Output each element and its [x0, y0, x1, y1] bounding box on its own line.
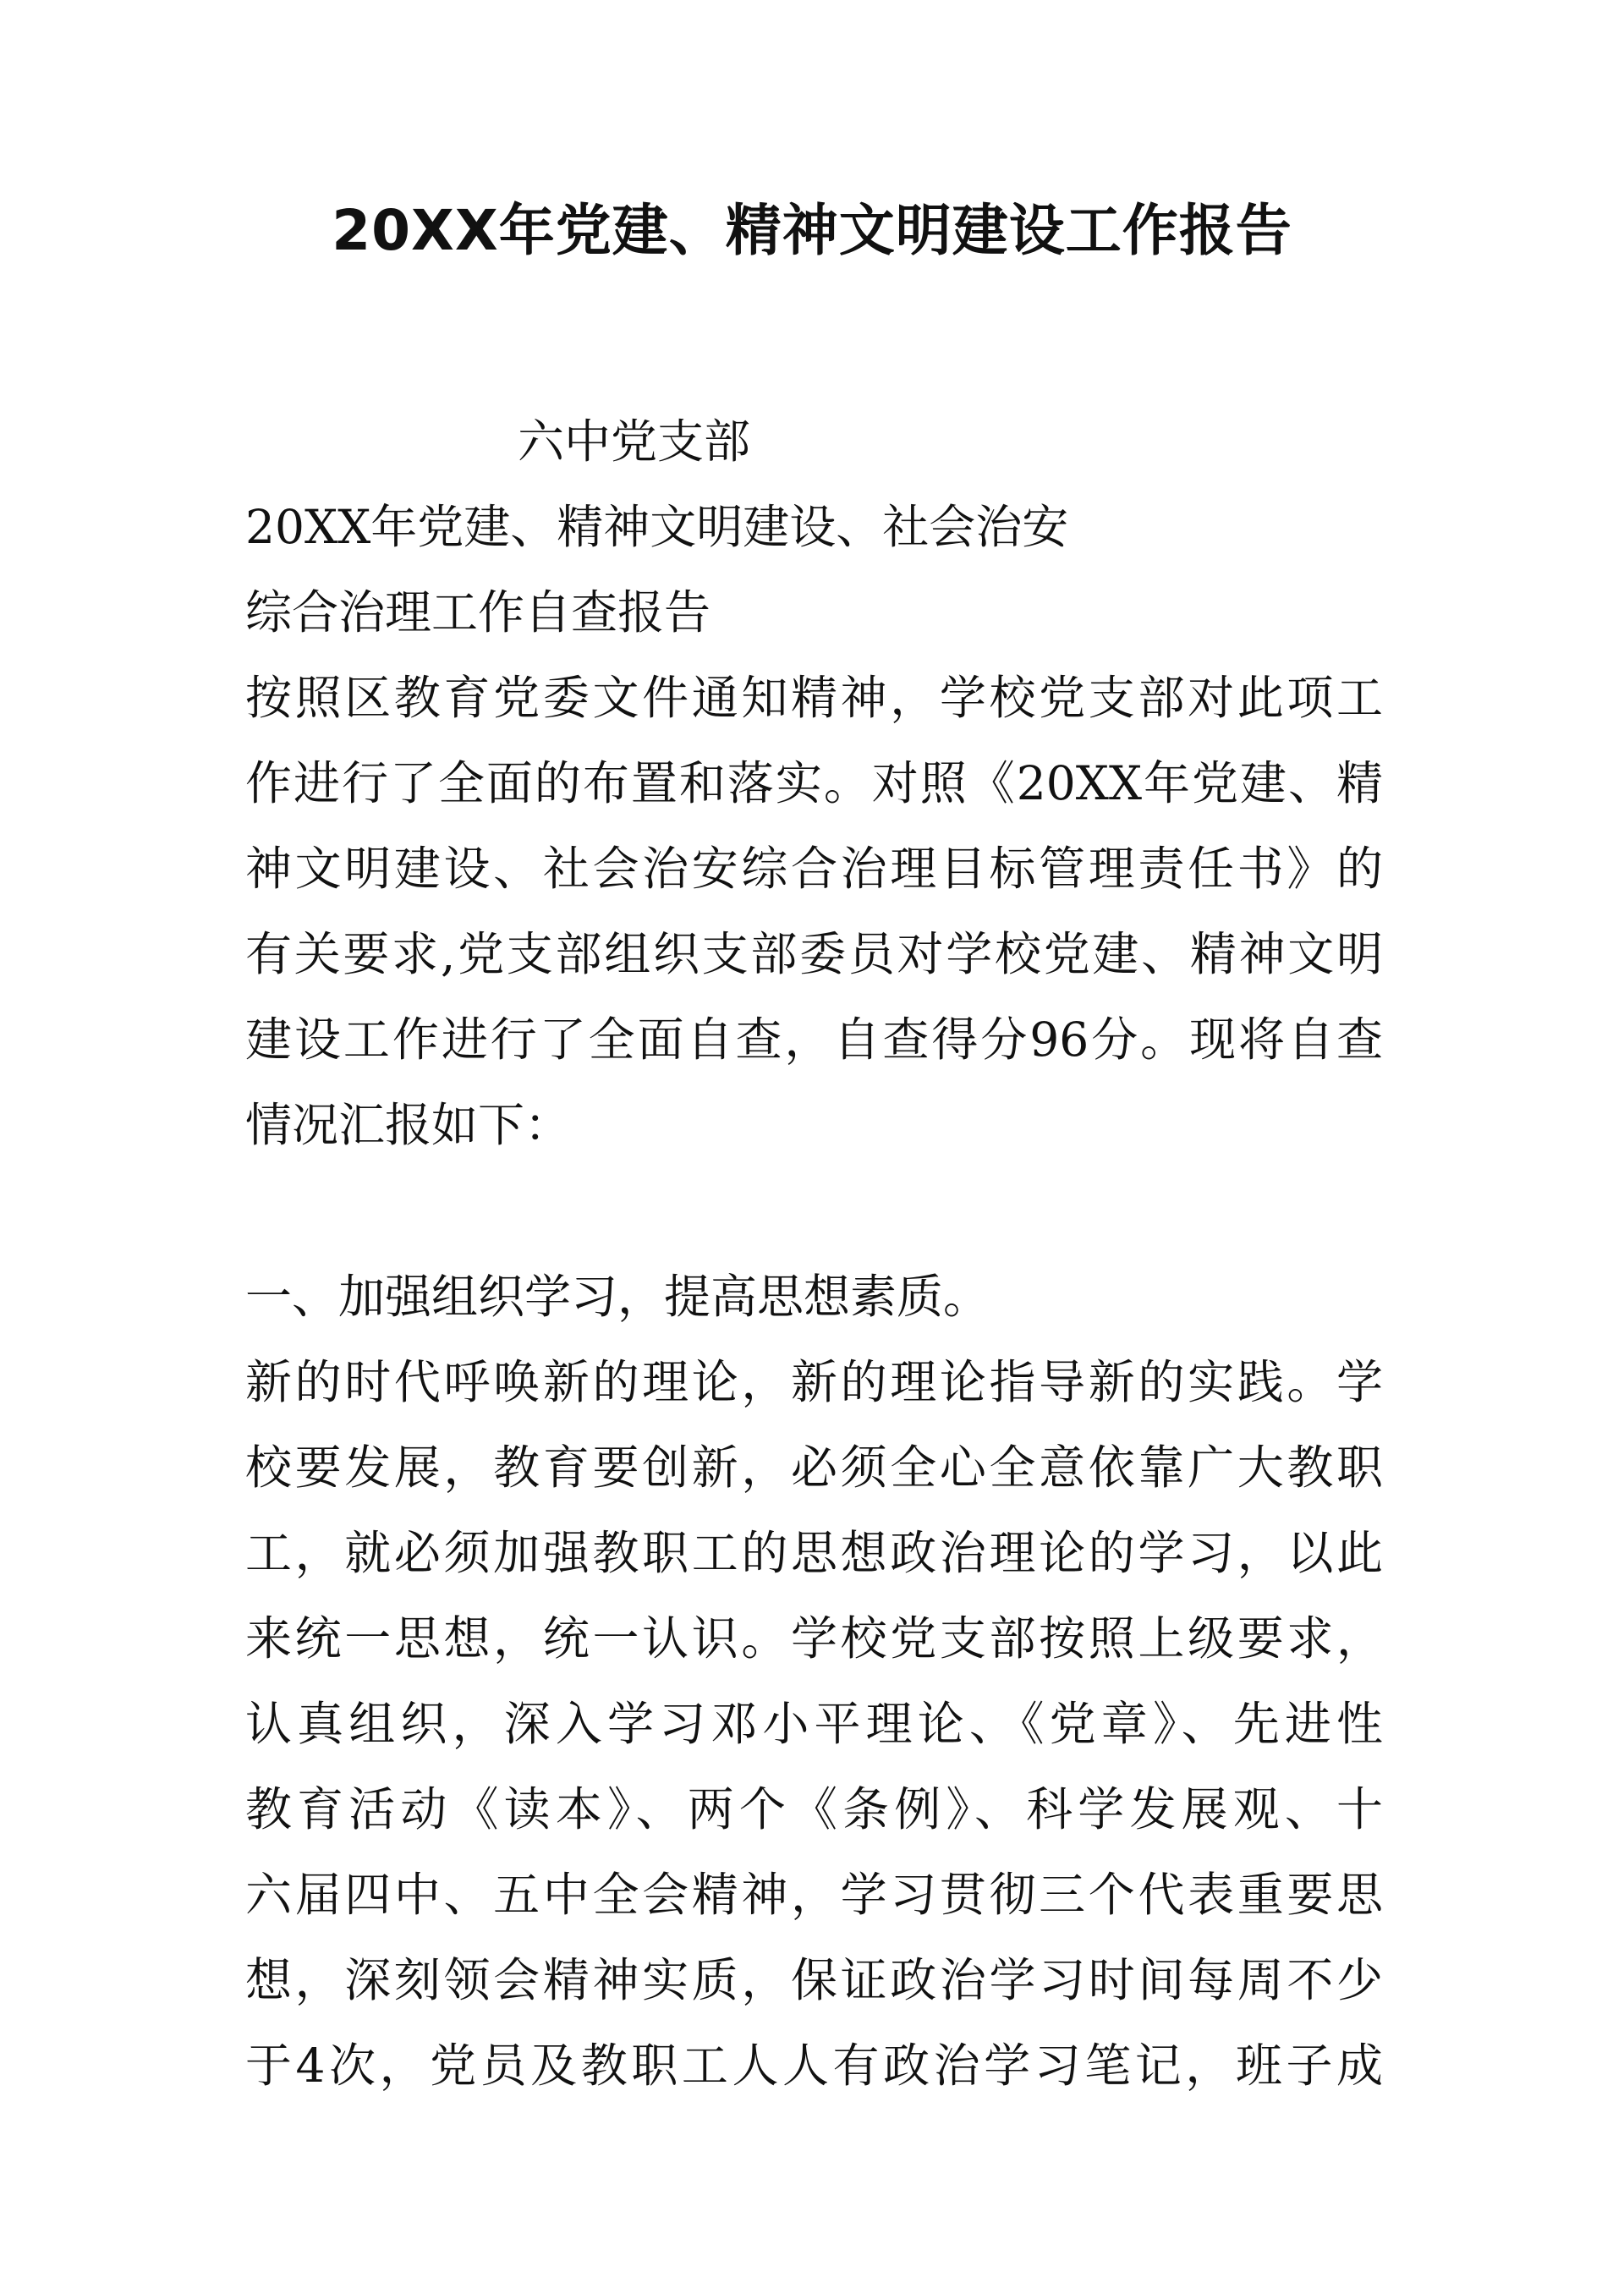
report-subtitle	[245, 485, 1383, 656]
paragraph-line: 神文明建设、社会治安综合治理目标管理责任书》的	[245, 842, 1383, 896]
organization-name	[245, 399, 1624, 485]
paragraph-line: 建设工作进行了全面自查，自查得分96分。现将自查	[245, 1013, 1383, 1067]
paragraph-line: 校要发展，教育要创新，必须全心全意依靠广大教职	[245, 1441, 1383, 1495]
paragraph-line: 于4次，党员及教职工人人有政治学习笔记，班子成	[245, 2039, 1383, 2093]
section-heading	[245, 1254, 1383, 1340]
section-heading-line: 一、加强组织学习，提高思想素质。	[245, 1270, 990, 1324]
paragraph-line: 新的时代呼唤新的理论，新的理论指导新的实践。学	[245, 1355, 1383, 1409]
paragraph-line: 来统一思想，统一认识。学校党支部按照上级要求，	[245, 1611, 1383, 1666]
intro-paragraph	[245, 656, 1383, 1168]
paragraph-line: 有关要求,党支部组织支部委员对学校党建、精神文明	[245, 927, 1383, 981]
paragraph-line: 想，深刻领会精神实质，保证政治学习时间每周不少	[245, 1953, 1383, 2007]
paragraph-line: 六届四中、五中全会精神，学习贯彻三个代表重要思	[245, 1868, 1383, 1922]
paragraph-line: 作进行了全面的布置和落实。对照《20XX年党建、精	[245, 756, 1383, 810]
document-title: 20XX年党建、精神文明建设工作报告	[332, 198, 1292, 263]
paragraph-line: 教育活动《读本》、两个《条例》、科学发展观、十	[245, 1782, 1383, 1836]
paragraph-line: 情况汇报如下：	[245, 1098, 572, 1152]
paragraph-line: 认真组织，深入学习邓小平理论、《党章》、先进性	[245, 1697, 1383, 1751]
paragraph-line: 按照区教育党委文件通知精神，学校党支部对此项工	[245, 671, 1383, 725]
paragraph-line: 工，就必须加强教职工的思想政治理论的学习，以此	[245, 1526, 1383, 1580]
subtitle-line: 20XX年党建、精神文明建设、社会治安	[245, 500, 1069, 554]
subtitle-line: 综合治理工作自查报告	[245, 585, 711, 639]
section-paragraph	[245, 1340, 1383, 2109]
organization-line: 六中党支部	[518, 414, 751, 469]
